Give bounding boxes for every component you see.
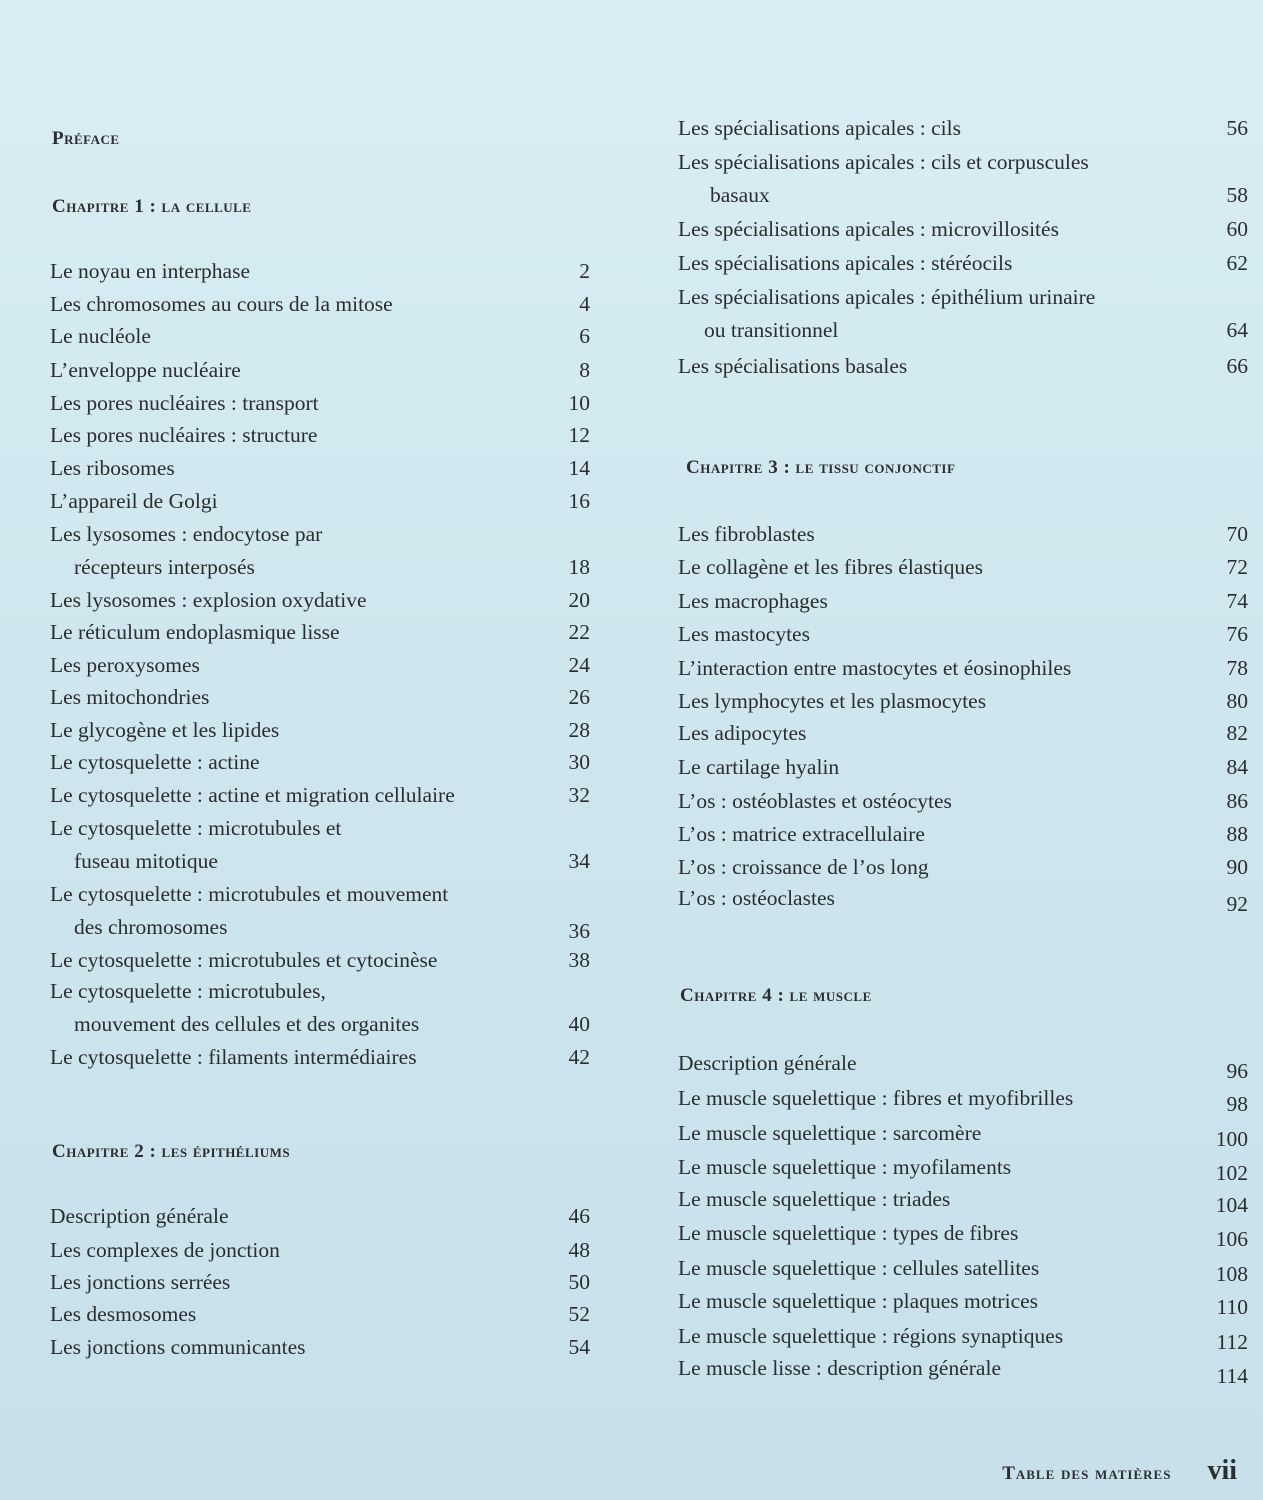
- toc-entry: [678, 585, 1248, 618]
- entry-title: Le cytosquelette : microtubules,: [50, 979, 326, 1003]
- toc-entry: [678, 1352, 1248, 1388]
- entry-title: Les fibroblastes: [678, 522, 815, 546]
- toc-entry: [678, 1285, 1248, 1318]
- toc-entry: [50, 320, 590, 353]
- entry-page: 104: [1215, 1193, 1248, 1217]
- entry-page: 66: [1226, 354, 1248, 378]
- page-footer: [1002, 1455, 1237, 1487]
- entry-title: Les ribosomes: [50, 456, 175, 480]
- entry-page: 4: [579, 292, 590, 316]
- toc-entry: [50, 616, 590, 649]
- entry-title: Les macrophages: [678, 589, 828, 613]
- entry-title-continued: récepteurs interposés: [74, 555, 255, 579]
- entry-title-continued: mouvement des cellules et des organites: [74, 1012, 420, 1036]
- toc-entry: [50, 584, 590, 617]
- entry-page: 40: [568, 1012, 590, 1036]
- entry-title: Les mitochondries: [50, 685, 210, 709]
- toc-entry: [678, 350, 1248, 383]
- entry-title: Le glycogène et les lipides: [50, 718, 280, 742]
- toc-entry: [50, 878, 590, 944]
- entry-title: Les desmosomes: [50, 1302, 197, 1326]
- toc-entry: [50, 681, 590, 714]
- toc-entry: [678, 1217, 1248, 1250]
- entry-title: L’appareil de Golgi: [50, 489, 218, 513]
- entry-title-continued: basaux: [710, 183, 770, 207]
- toc-entry: [678, 551, 1248, 584]
- entry-title: Les pores nucléaires : transport: [50, 391, 319, 415]
- entry-title: Le collagène et les fibres élastiques: [678, 555, 984, 579]
- toc-entry: [678, 851, 1248, 884]
- entry-page: 88: [1226, 822, 1248, 846]
- entry-page: 58: [1226, 183, 1248, 207]
- toc-entry: [678, 213, 1248, 246]
- entry-page: 80: [1226, 689, 1248, 713]
- entry-page: 10: [568, 391, 590, 415]
- entry-page: 82: [1226, 721, 1248, 745]
- toc-entry: [50, 779, 590, 812]
- toc-entry: [678, 717, 1248, 750]
- toc-entry: [678, 818, 1248, 851]
- entry-page: 102: [1215, 1161, 1248, 1185]
- entry-page: 8: [579, 358, 590, 382]
- entry-title: Les jonctions serrées: [50, 1270, 231, 1294]
- entry-title: Le muscle squelettique : fibres et myofibrilles: [678, 1086, 1074, 1110]
- entry-page: 22: [568, 620, 590, 644]
- toc-entry: [50, 714, 590, 747]
- entry-title: Les pores nucléaires : structure: [50, 423, 318, 447]
- toc-entry: [678, 518, 1248, 551]
- toc-entry: [678, 1320, 1248, 1353]
- entry-title: L’os : ostéoblastes et ostéocytes: [678, 789, 952, 813]
- toc-entry: [678, 882, 1248, 915]
- entry-title: Les spécialisations apicales : stéréocils: [678, 251, 1013, 275]
- entry-title: Les lysosomes : endocytose par: [50, 522, 323, 546]
- entry-page: 50: [568, 1270, 590, 1294]
- entry-title: Les lymphocytes et les plasmocytes: [678, 689, 987, 713]
- toc-entry: [678, 247, 1248, 280]
- toc-entry: [678, 1151, 1248, 1184]
- toc-entry: [50, 1266, 590, 1299]
- entry-page: 64: [1226, 318, 1248, 342]
- entry-page: 42: [568, 1045, 590, 1069]
- entry-page: 38: [568, 948, 590, 972]
- toc-entry: [678, 1047, 1248, 1083]
- toc-entry: [678, 652, 1248, 685]
- entry-page: 48: [568, 1238, 590, 1262]
- entry-page: 28: [568, 718, 590, 742]
- toc-entry: [678, 1183, 1248, 1216]
- entry-page: 36: [568, 919, 590, 943]
- footer-section-title: Table des matières: [1002, 1463, 1172, 1484]
- entry-title: Le cytosquelette : microtubules et cytocinèse: [50, 948, 438, 972]
- entry-page: 56: [1226, 116, 1248, 140]
- entry-title: Les spécialisations apicales : microvillosités: [678, 217, 1059, 241]
- entry-page: 6: [579, 324, 590, 348]
- toc-entry: [50, 518, 590, 584]
- entry-title: Description générale: [50, 1204, 229, 1228]
- entry-title: L’interaction entre mastocytes et éosinophiles: [678, 656, 1072, 680]
- toc-entry: [678, 1082, 1248, 1115]
- entry-title: Le cytosquelette : actine et migration cellulaire: [50, 783, 455, 807]
- entry-title: Les spécialisations apicales : épithélium urinaire: [678, 285, 1096, 309]
- entry-page: 16: [568, 489, 590, 513]
- toc-entry: [50, 746, 590, 779]
- entry-title: Les spécialisations apicales : cils et corpuscules: [678, 150, 1089, 174]
- entry-page: 96: [1226, 1059, 1248, 1083]
- chapter3-heading: Chapitre 3 : le tissu conjonctif: [686, 457, 956, 478]
- entry-page: 86: [1226, 789, 1248, 813]
- entry-page: 46: [568, 1204, 590, 1228]
- entry-title: Le nucléole: [50, 324, 151, 348]
- entry-page: 108: [1215, 1262, 1248, 1286]
- entry-page: 62: [1226, 251, 1248, 275]
- entry-title: Les jonctions communicantes: [50, 1335, 306, 1359]
- toc-entry: [678, 685, 1248, 718]
- entry-page: 84: [1226, 755, 1248, 779]
- entry-page: 32: [568, 783, 590, 807]
- toc-entry: [678, 1252, 1248, 1285]
- toc-entry: [50, 387, 590, 420]
- entry-page: 92: [1226, 892, 1248, 916]
- entry-title: Le cartilage hyalin: [678, 755, 840, 779]
- entry-title: Le muscle squelettique : régions synaptiques: [678, 1324, 1064, 1348]
- toc-entry: [50, 1331, 590, 1364]
- footer-page-number: vii: [1207, 1455, 1237, 1486]
- entry-title: Les adipocytes: [678, 721, 807, 745]
- entry-page: 100: [1215, 1127, 1248, 1151]
- toc-entry: [50, 1234, 590, 1267]
- toc-entry: [50, 975, 590, 1041]
- entry-page: 54: [568, 1335, 590, 1359]
- entry-title: Les spécialisations basales: [678, 354, 908, 378]
- entry-title: Les complexes de jonction: [50, 1238, 280, 1262]
- toc-entry: [678, 281, 1248, 347]
- entry-title-continued: ou transitionnel: [704, 318, 839, 342]
- entry-title: Le muscle squelettique : myofilaments: [678, 1155, 1012, 1179]
- entry-title-continued: des chromosomes: [74, 915, 228, 939]
- toc-entry: [50, 255, 590, 288]
- entry-page: 14: [568, 456, 590, 480]
- entry-page: 18: [568, 555, 590, 579]
- entry-title: Le cytosquelette : microtubules et mouvement: [50, 882, 449, 906]
- entry-page: 12: [568, 423, 590, 447]
- entry-page: 30: [568, 750, 590, 774]
- toc-entry: [50, 485, 590, 518]
- entry-page: 98: [1226, 1092, 1248, 1116]
- toc-entry: [50, 288, 590, 321]
- toc-entry: [678, 785, 1248, 818]
- entry-page: 24: [568, 653, 590, 677]
- entry-page: 78: [1226, 656, 1248, 680]
- entry-page: 2: [579, 259, 590, 283]
- entry-page: 72: [1226, 555, 1248, 579]
- entry-title: Le cytosquelette : filaments intermédiaires: [50, 1045, 417, 1069]
- entry-page: 106: [1215, 1227, 1248, 1251]
- toc-entry: [678, 112, 1248, 145]
- entry-title: L’os : matrice extracellulaire: [678, 822, 925, 846]
- entry-title: Description générale: [678, 1051, 857, 1075]
- entry-title: L’os : croissance de l’os long: [678, 855, 929, 879]
- entry-title: Le muscle squelettique : triades: [678, 1187, 951, 1211]
- entry-title: Le cytosquelette : microtubules et: [50, 816, 342, 840]
- toc-entry: [678, 618, 1248, 651]
- entry-title: Le réticulum endoplasmique lisse: [50, 620, 340, 644]
- toc-entry: [50, 1041, 590, 1074]
- entry-page: 26: [568, 685, 590, 709]
- toc-entry: [50, 1298, 590, 1331]
- entry-title: Le muscle squelettique : sarcomère: [678, 1121, 982, 1145]
- toc-entry: [678, 146, 1248, 212]
- entry-title: Les lysosomes : explosion oxydative: [50, 588, 367, 612]
- entry-page: 52: [568, 1302, 590, 1326]
- toc-entry: [50, 452, 590, 485]
- entry-page: 76: [1226, 622, 1248, 646]
- entry-title: Le noyau en interphase: [50, 259, 250, 283]
- toc-entry: [50, 812, 590, 878]
- entry-page: 110: [1216, 1295, 1248, 1319]
- toc-entry: [50, 354, 590, 387]
- entry-title: Le cytosquelette : actine: [50, 750, 260, 774]
- entry-page: 74: [1226, 589, 1248, 613]
- chapter1-heading: Chapitre 1 : la cellule: [52, 196, 252, 217]
- entry-title: Le muscle squelettique : plaques motrices: [678, 1289, 1039, 1313]
- entry-page: 70: [1226, 522, 1248, 546]
- toc-entry: [50, 649, 590, 682]
- chapter2-heading: Chapitre 2 : les épithéliums: [52, 1141, 291, 1162]
- entry-title: Les spécialisations apicales : cils: [678, 116, 961, 140]
- entry-page: 34: [568, 849, 590, 873]
- preface-heading: Préface: [52, 128, 120, 149]
- entry-title: Les peroxysomes: [50, 653, 200, 677]
- toc-entry: [50, 419, 590, 452]
- entry-title: Le muscle squelettique : types de fibres: [678, 1221, 1019, 1245]
- entry-page: 60: [1226, 217, 1248, 241]
- entry-title: L’os : ostéoclastes: [678, 886, 835, 910]
- entry-title: Le muscle lisse : description générale: [678, 1356, 1001, 1380]
- entry-title: Les chromosomes au cours de la mitose: [50, 292, 393, 316]
- chapter4-heading: Chapitre 4 : le muscle: [680, 985, 872, 1006]
- entry-title: L’enveloppe nucléaire: [50, 358, 241, 382]
- entry-title: Les mastocytes: [678, 622, 810, 646]
- toc-entry: [50, 944, 590, 977]
- entry-page: 90: [1226, 855, 1248, 879]
- toc-entry: [50, 1200, 590, 1233]
- entry-title-continued: fuseau mitotique: [74, 849, 218, 873]
- entry-page: 20: [568, 588, 590, 612]
- entry-page: 112: [1216, 1330, 1248, 1354]
- entry-title: Le muscle squelettique : cellules satellites: [678, 1256, 1040, 1280]
- toc-entry: [678, 1117, 1248, 1150]
- entry-page: 114: [1216, 1364, 1248, 1388]
- toc-entry: [678, 751, 1248, 784]
